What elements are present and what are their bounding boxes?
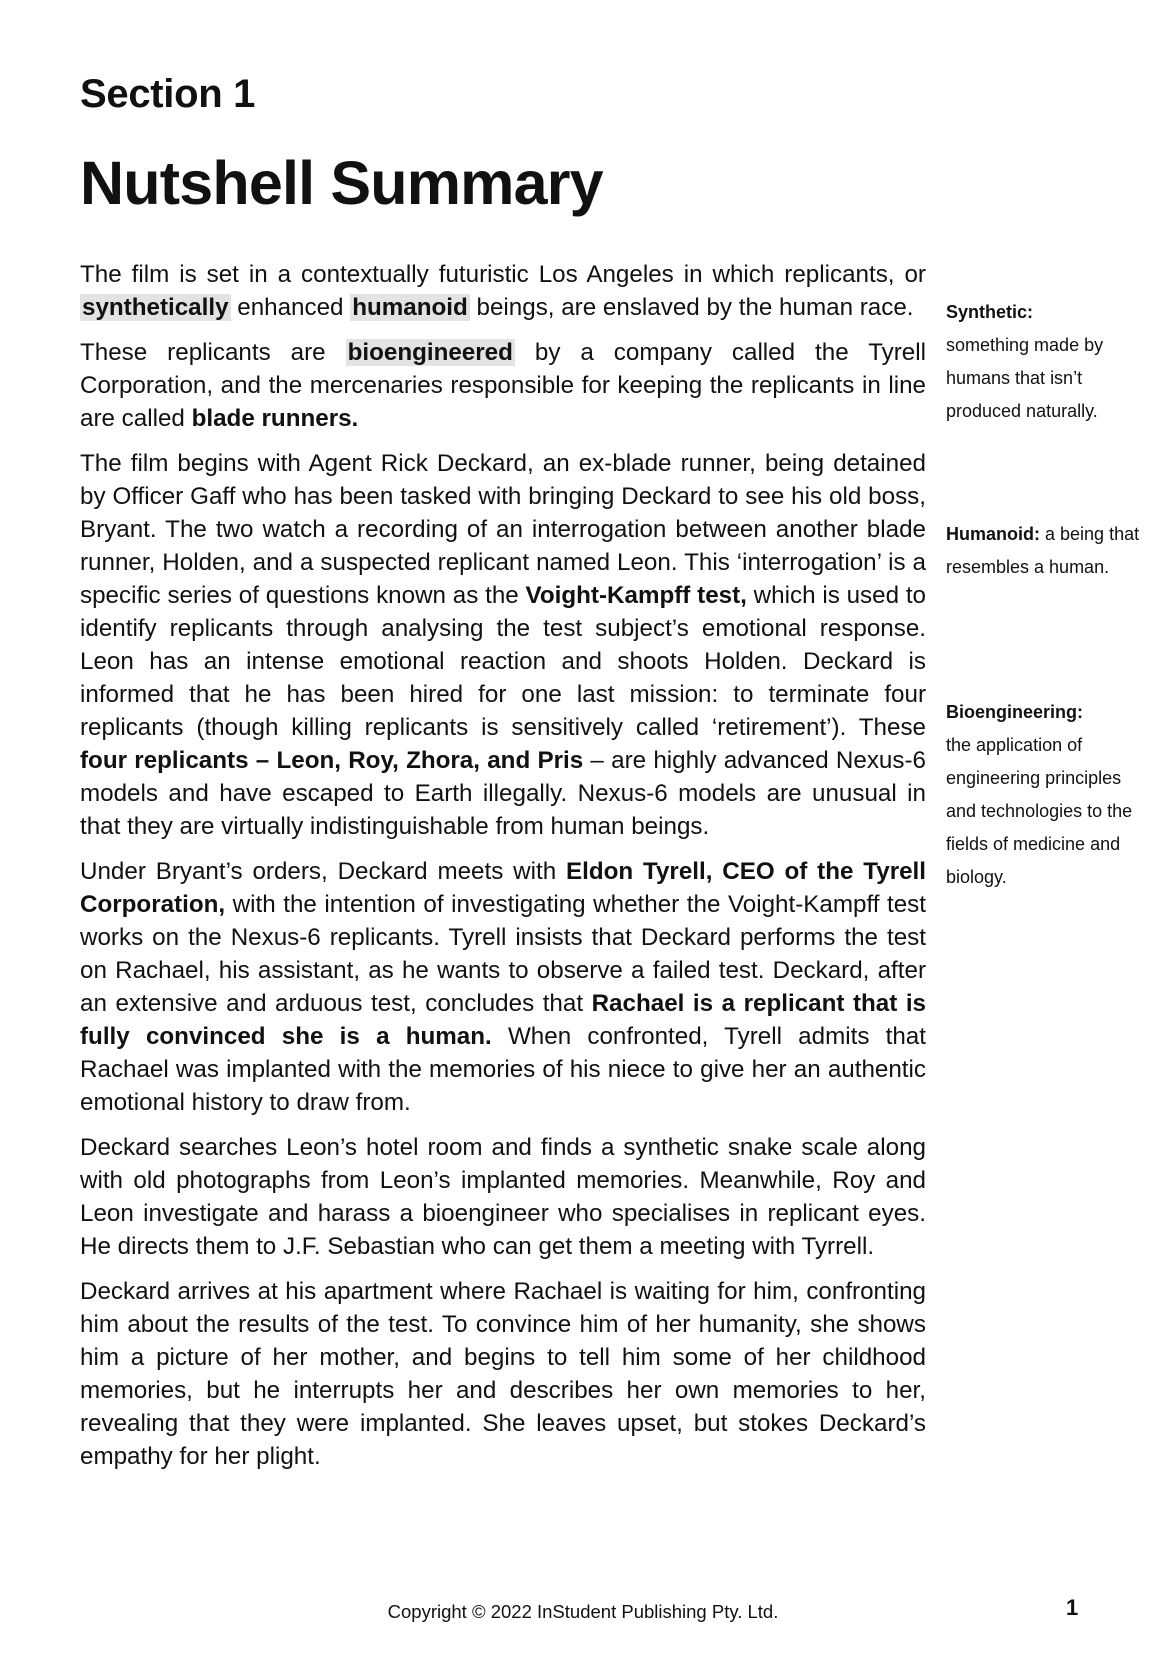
bold-phrase: four replicants – Leon, Roy, Zhora, and Pris (80, 747, 584, 774)
glossary-entry-bioengineering (946, 696, 1146, 894)
paragraph-text: The film is set in a contextually futuristic Los Angeles in which replicants, or (80, 261, 926, 288)
glossary-entry-synthetic (946, 296, 1146, 428)
glossary-term: Bioengineering: (946, 702, 1084, 722)
paragraph-text: enhanced (230, 294, 351, 321)
bold-phrase: blade runners. (191, 405, 359, 432)
paragraph-2 (80, 336, 926, 435)
keyword-highlight: bioengineered (347, 339, 513, 366)
paragraph-text: beings, are enslaved by the human race. (469, 294, 914, 321)
keyword-highlight: humanoid (352, 294, 468, 321)
paragraph-text: When confronted, Tyrell admits that Rachael was implanted with the memories of his niece to give her an authentic emotional history to draw from. (80, 1023, 926, 1116)
bold-phrase: Eldon Tyrell, CEO of the Tyrell Corporation, (80, 858, 926, 918)
paragraph-5: Deckard searches Leon’s hotel room and finds a synthetic snake scale along with old photographs from Leon’s implanted memories. Meanwhile, Roy and Leon investigate and harass a bioengineer who specialises in replicant eyes. He directs them to J.F. Sebastian who can get them a meeting with Tyrrell. (80, 1134, 926, 1260)
section-label: Section 1 (80, 72, 256, 116)
paragraph-6: Deckard arrives at his apartment where Rachael is waiting for him, confronting him about the results of the test. To convince him of her humanity, she shows him a picture of her mother, and begins to tell him some of her childhood memories, but he interrupts her and describes her own memories to her, revealing that they were implanted. She leaves upset, but stokes Deckard’s empathy for her plight. (80, 1278, 926, 1470)
paragraph-3 (80, 447, 926, 843)
summary-body (80, 258, 926, 1485)
paragraph-4 (80, 855, 926, 1119)
paragraph-1 (80, 258, 926, 324)
paragraph-text: by a company called the Tyrell Corporation, and the mercenaries responsible for keeping the replicants in line are called (80, 339, 926, 432)
glossary-entry-humanoid (946, 518, 1146, 584)
paragraph-text: with the intention of investigating whether the Voight-Kampff test works on the Nexus-6 replicants. Tyrell insists that Deckard performs the test on Rachael, his assistant, as he wants to observe a failed test. Deckard, after an extensive and arduous test, concludes that (80, 891, 926, 1017)
bold-phrase: Rachael is a replicant that is fully convinced she is a human. (80, 990, 926, 1050)
paragraph-text: These replicants are (80, 339, 346, 366)
glossary-definition: something made by humans that isn’t produced naturally. (946, 335, 1104, 421)
keyword-highlight: synthetically (82, 294, 229, 321)
page-title: Nutshell Summary (80, 149, 603, 217)
copyright-footer: Copyright © 2022 InStudent Publishing Pty. Ltd. (387, 1601, 779, 1622)
paragraph-text: The film begins with Agent Rick Deckard, an ex-blade runner, being detained by Officer Gaff who has been tasked with bringing Deckard to see his old boss, Bryant. The two watch a recording of an interrogation between another blade runner, Holden, and a suspected replicant named Leon. This ‘interrogation’ is a specific series of questions known as the (80, 450, 926, 609)
paragraph-text: which is used to identify replicants through analysing the test subject’s emotional response. Leon has an intense emotional reaction and shoots Holden. Deckard is informed that he has been hired for one last mission: to terminate four replicants (though killing replicants is sensitively called ‘retirement’). These (80, 582, 927, 741)
glossary-term: Humanoid: (946, 524, 1040, 544)
glossary-term: Synthetic: (946, 302, 1034, 322)
bold-phrase: Voight-Kampff test, (525, 582, 747, 609)
paragraph-text: – are highly advanced Nexus-6 models and have escaped to Earth illegally. Nexus-6 models are unusual in that they are virtually indistinguishable from human beings. (80, 747, 926, 840)
glossary-definition: the application of engineering principles and technologies to the fields of medicine and biology. (946, 735, 1133, 887)
glossary-definition: a being that resembles a human. (946, 524, 1140, 577)
paragraph-text: Under Bryant’s orders, Deckard meets with (80, 858, 566, 885)
page-number: 1 (1066, 1595, 1079, 1620)
